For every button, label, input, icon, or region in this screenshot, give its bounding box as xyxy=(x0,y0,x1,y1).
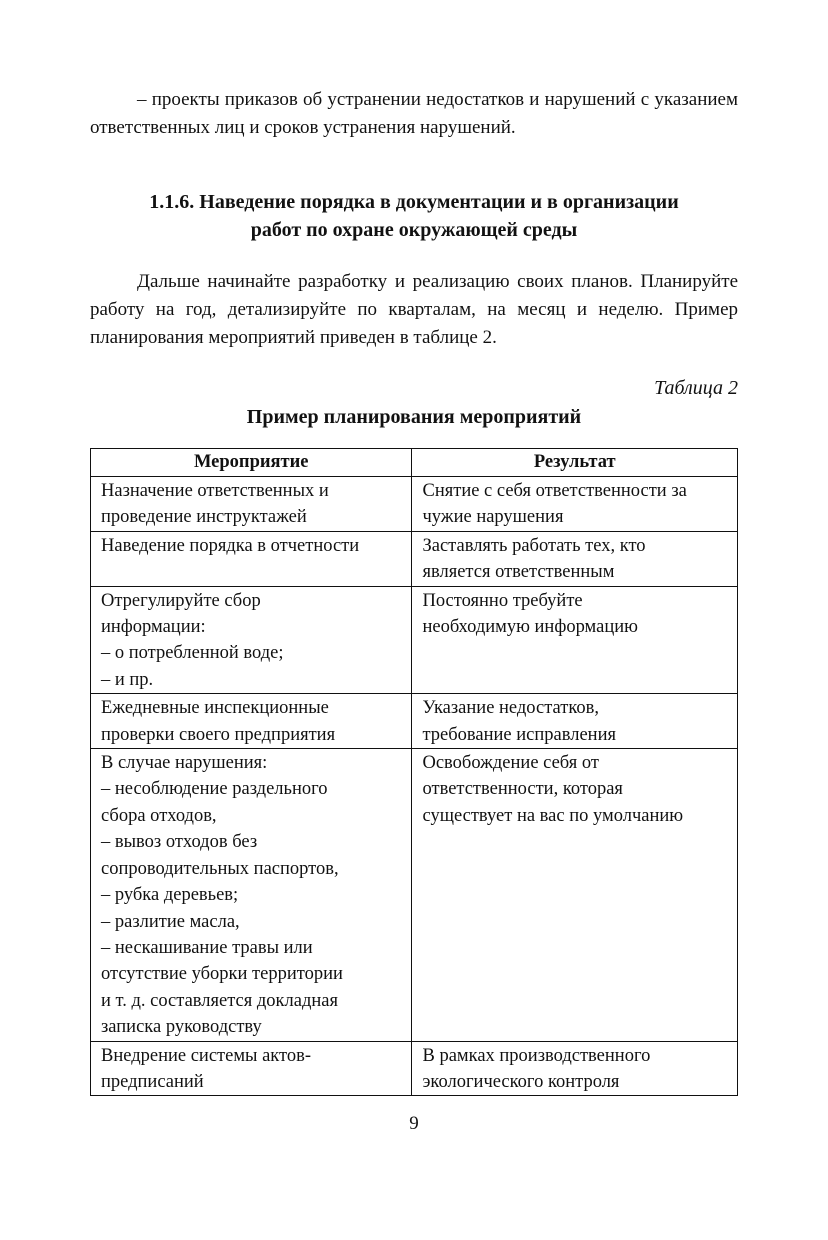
column-header-event: Мероприятие xyxy=(91,449,412,477)
event-cell-line: проведение инструктажей xyxy=(101,507,307,528)
result-cell xyxy=(412,477,738,532)
event-cell-line: сопроводительных паспортов, xyxy=(101,858,339,879)
column-header-result: Результат xyxy=(412,449,738,477)
result-cell xyxy=(412,694,738,749)
result-cell-line: Заставлять работать тех, кто xyxy=(422,535,646,556)
events-table xyxy=(90,448,738,1096)
table-row xyxy=(91,1041,738,1096)
event-cell-line: – рубка деревьев; xyxy=(101,885,239,906)
result-cell-line: Снятие с себя ответственности за xyxy=(422,481,687,501)
result-cell-line: требование исправления xyxy=(422,724,616,745)
table-row xyxy=(91,694,738,749)
event-cell xyxy=(91,531,412,586)
event-cell-line: Назначение ответственных и xyxy=(101,481,329,501)
result-cell-line: существует на вас по умолчанию xyxy=(422,805,684,826)
planning-line: Планируйте работу на год, детализируйте по кварталам, на месяц и xyxy=(90,271,739,320)
table-row xyxy=(91,477,738,532)
event-cell-line: – разлитие масла, xyxy=(101,911,240,932)
planning-line: неделю. Пример планирования мероприятий приведен в таблице 2. xyxy=(90,299,738,348)
event-cell-line: Внедрение системы актов- xyxy=(101,1045,312,1066)
event-cell-line: предписаний xyxy=(101,1071,204,1092)
event-cell xyxy=(91,586,412,694)
result-cell-line: чужие нарушения xyxy=(422,507,564,528)
event-cell-line: проверки своего предприятия xyxy=(101,724,336,745)
event-cell-line: информации: xyxy=(101,617,206,638)
event-cell-line: и т. д. составляется докладная xyxy=(101,990,339,1011)
event-cell-line: Ежедневные инспекционные xyxy=(101,698,329,719)
section-heading-line: работ по охране окружающей среды xyxy=(250,219,578,241)
intro-paragraph xyxy=(90,86,738,142)
result-cell-line: Освобождение себя от xyxy=(422,753,599,774)
result-cell-line: В рамках производственного xyxy=(422,1045,651,1066)
table-body xyxy=(91,477,738,1096)
event-cell-line: записка руководству xyxy=(101,1017,262,1038)
event-cell-line: Наведение порядка в отчетности xyxy=(101,535,360,556)
event-cell xyxy=(91,1041,412,1096)
intro-line: – проекты приказов об устранении недостатков и нарушений с xyxy=(137,89,650,110)
table-title: Пример планирования мероприятий xyxy=(246,406,582,428)
result-cell-line: Постоянно требуйте xyxy=(422,590,583,611)
event-cell-line: Отрегулируйте сбор xyxy=(101,590,261,611)
event-cell xyxy=(91,749,412,1041)
table-label: Таблица 2 xyxy=(654,377,738,399)
event-cell-line: отсутствие уборки территории xyxy=(101,964,343,985)
event-cell xyxy=(91,477,412,532)
event-cell-line: – и пр. xyxy=(101,669,154,690)
table-header-row xyxy=(91,449,738,477)
result-cell-line: экологического контроля xyxy=(422,1071,620,1092)
result-cell xyxy=(412,749,738,1041)
event-cell xyxy=(91,694,412,749)
table-row xyxy=(91,531,738,586)
event-cell-line: – несоблюдение раздельного xyxy=(101,779,328,800)
planning-line: Дальше начинайте разработку и реализацию своих планов. xyxy=(137,271,633,292)
event-cell-line: – нескашивание травы или xyxy=(101,937,313,958)
result-cell xyxy=(412,1041,738,1096)
event-cell-line: В случае нарушения: xyxy=(101,753,268,774)
page-number: 9 xyxy=(409,1113,419,1134)
result-cell xyxy=(412,531,738,586)
section-heading xyxy=(90,188,738,244)
intro-line: указанием ответственных лиц и сроков устранения нарушений. xyxy=(90,89,739,138)
table-row xyxy=(91,749,738,1041)
planning-paragraph xyxy=(90,268,738,352)
event-cell-line: – о потребленной воде; xyxy=(101,643,284,664)
event-cell-line: сбора отходов, xyxy=(101,805,217,826)
section-heading-line: 1.1.6. Наведение порядка в документации и в организации xyxy=(149,191,679,213)
result-cell-line: является ответственным xyxy=(422,562,615,583)
table-row xyxy=(91,586,738,694)
event-cell-line: – вывоз отходов без xyxy=(101,832,258,853)
result-cell-line: необходимую информацию xyxy=(422,617,638,638)
result-cell-line: ответственности, которая xyxy=(422,779,623,800)
result-cell-line: Указание недостатков, xyxy=(422,698,600,719)
result-cell xyxy=(412,586,738,694)
